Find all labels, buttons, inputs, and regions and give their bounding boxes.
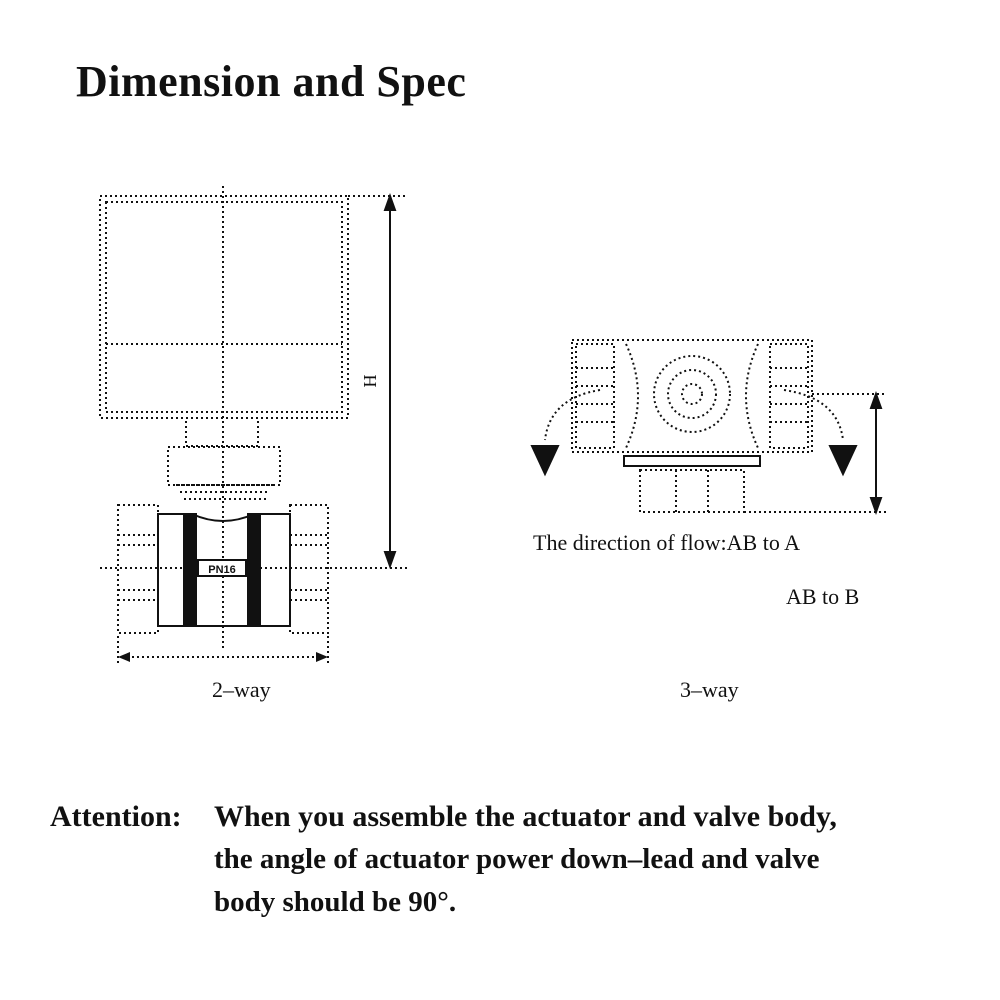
- flow-arrow-left: [532, 446, 558, 474]
- height-dimension-label: H: [360, 374, 380, 388]
- flow-arc-right: [784, 390, 843, 440]
- three-way-port: [654, 356, 730, 432]
- attention-line-1: When you assemble the actuator and valve body,: [214, 800, 837, 833]
- attention-label: Attention:: [50, 800, 182, 833]
- three-way-caption: 3–way: [680, 677, 739, 702]
- flow-direction-line-2: AB to B: [786, 584, 860, 609]
- three-way-body: [572, 340, 812, 452]
- pressure-marking: PN16: [208, 564, 236, 576]
- attention-line-3: body should be 90°.: [214, 886, 457, 918]
- flow-arrow-right: [830, 446, 856, 474]
- attention-line-2: the angle of actuator power down–lead and valve: [214, 843, 820, 875]
- flow-direction-line-1: The direction of flow:AB to A: [533, 530, 801, 555]
- two-way-caption: 2–way: [212, 677, 271, 702]
- page-title: Dimension and Spec: [76, 57, 467, 106]
